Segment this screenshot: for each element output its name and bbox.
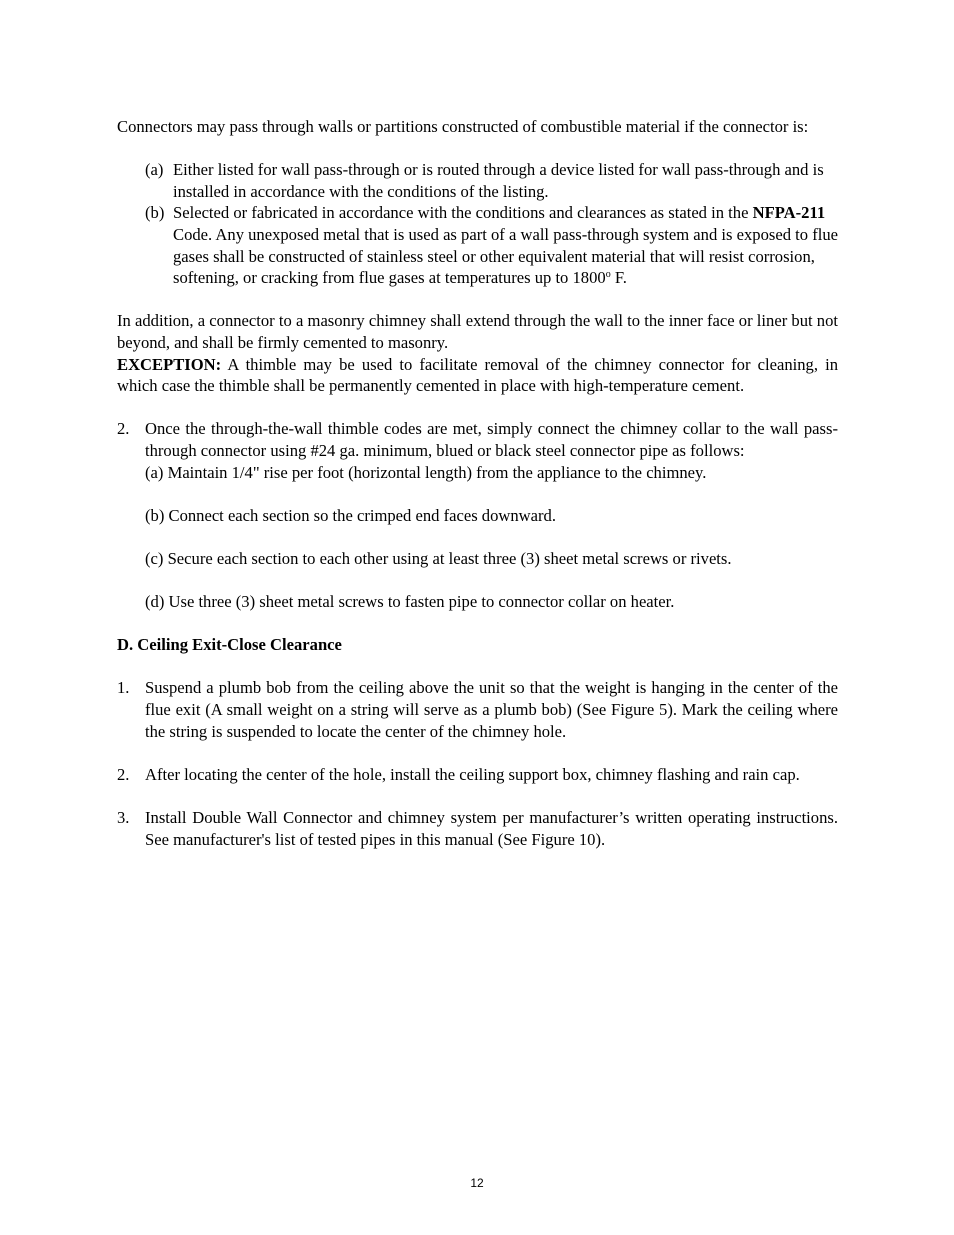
step-marker: 2. xyxy=(117,764,130,784)
degree-mark: o xyxy=(605,269,611,281)
spacer xyxy=(117,613,838,635)
spacer xyxy=(145,526,838,548)
section-heading: D. Ceiling Exit-Close Clearance xyxy=(117,635,342,655)
spacer xyxy=(145,483,838,505)
condition-text-rest: Code. Any unexposed metal that is used as part of a wall pass-through system and is exposed to flue gases shall be constructed of stainless steel or other equivalent material that will resist corrosion, softening, or cracking from flue gases at temperatures up to 1800 xyxy=(173,224,839,288)
step-text: Once the through-the-wall thimble codes are met, simply connect the chimney collar to the wall pass-through connector using #24 ga. minimum, blued or black steel connector pipe as follows: xyxy=(145,419,838,460)
spacer xyxy=(117,656,838,678)
condition-list xyxy=(145,159,838,289)
spacer xyxy=(117,138,838,160)
condition-text xyxy=(173,202,838,288)
substep-a: (a) Maintain 1/4" rise per foot (horizontal length) from the appliance to the chimney. xyxy=(145,462,707,482)
intro-paragraph: Connectors may pass through walls or partitions constructed of combustible material if the connector is: xyxy=(117,117,809,136)
section-step-2 xyxy=(117,764,838,786)
spacer xyxy=(117,785,838,807)
condition-item-b xyxy=(145,202,838,288)
substep-b: (b) Connect each section so the crimped end faces downward. xyxy=(145,505,557,525)
substep-d: (d) Use three (3) sheet metal screws to fasten pipe to connector collar on heater. xyxy=(145,592,675,612)
condition-text-start: Selected or fabricated in accordance with the conditions and clearances as stated in the xyxy=(173,203,753,223)
section-step-3 xyxy=(117,807,838,850)
page-number: 12 xyxy=(470,1176,484,1190)
addition-text: In addition, a connector to a masonry chimney shall extend through the wall to the inner face or liner but not beyond, and shall be firmly cemented to masonry. xyxy=(117,311,838,352)
substep-c: (c) Secure each section to each other using at least three (3) sheet metal screws or rivets. xyxy=(145,548,732,568)
step-marker: 1. xyxy=(117,678,130,698)
spacer xyxy=(117,742,838,764)
step-marker: 3. xyxy=(117,808,130,827)
condition-text: Either listed for wall pass-through or is routed through a device listed for wall pass-through and is installed in accordance with the conditions of the listing. xyxy=(173,160,824,201)
list-marker: (b) xyxy=(145,203,165,223)
exception-text: A thimble may be used to facilitate removal of the chimney connector for cleaning, in which case the thimble shall be permanently cemented in place with high-temperature cement. xyxy=(117,354,838,396)
step-text: After locating the center of the hole, install the ceiling support box, chimney flashing and rain cap. xyxy=(145,764,800,784)
step-text: Suspend a plumb bob from the ceiling above the unit so that the weight is hanging in the center of the flue exit (A small weight on a string will serve as a plumb bob) (See Figure 5). Mark the ceiling where the string is suspended to locate the center of the chimney hole. xyxy=(145,678,838,741)
step-2 xyxy=(117,418,838,612)
spacer xyxy=(145,569,838,591)
code-name: NFPA-211 xyxy=(752,203,826,223)
spacer xyxy=(117,289,838,311)
document-page xyxy=(117,116,838,850)
condition-item-a xyxy=(145,159,838,202)
step-body xyxy=(145,418,838,612)
step-marker: 2. xyxy=(117,419,130,439)
step-text: Install Double Wall Connector and chimney system per manufacturer’s written operating instructions. See manufacturer's list of tested pipes in this manual (See Figure 10). xyxy=(145,808,838,849)
temperature-unit: F. xyxy=(610,268,627,288)
exception-label: EXCEPTION: xyxy=(117,354,222,374)
section-step-1 xyxy=(117,677,838,742)
addition-paragraph xyxy=(117,310,838,396)
spacer xyxy=(117,397,838,419)
list-marker: (a) xyxy=(145,160,164,180)
